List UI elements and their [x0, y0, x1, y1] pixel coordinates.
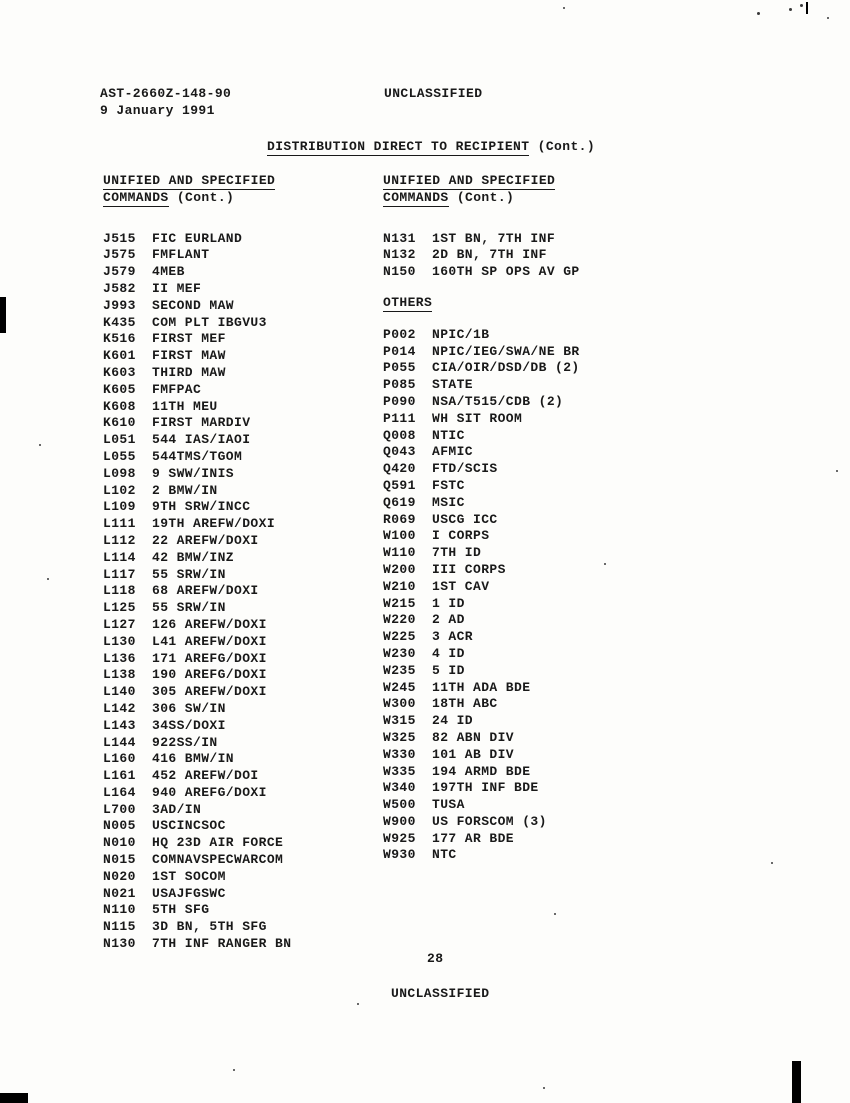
- page-title-main: DISTRIBUTION DIRECT TO RECIPIENT: [267, 139, 530, 154]
- distribution-entry: [103, 281, 383, 298]
- entry-name: USCG ICC: [432, 511, 498, 527]
- distribution-entry: [103, 667, 383, 684]
- distribution-entry: [103, 247, 383, 264]
- entry-code: L130: [103, 633, 136, 649]
- entry-name: 305 AREFW/DOXI: [152, 684, 267, 700]
- entry-name: USAJFGSWC: [152, 885, 226, 901]
- entry-code: J993: [103, 297, 136, 313]
- entry-code: K603: [103, 364, 136, 380]
- left-entry-list: [103, 231, 383, 953]
- entry-code: L700: [103, 801, 136, 817]
- entry-name: 4MEB: [152, 264, 185, 280]
- classification-header: UNCLASSIFIED: [384, 86, 483, 101]
- distribution-entry: [103, 751, 383, 768]
- distribution-entry: [103, 499, 383, 516]
- entry-name: SECOND MAW: [152, 297, 235, 313]
- scan-speck: [836, 470, 838, 472]
- distribution-entry: [103, 651, 383, 668]
- entry-code: L140: [103, 684, 136, 700]
- distribution-entry: [383, 612, 683, 629]
- scan-speck: [233, 1069, 235, 1071]
- entry-name: 126 AREFW/DOXI: [152, 616, 267, 632]
- distribution-entry: [103, 802, 383, 819]
- distribution-entry: [103, 886, 383, 903]
- entry-name: AFMIC: [432, 444, 474, 460]
- entry-code: Q591: [383, 477, 416, 493]
- entry-code: P055: [383, 360, 416, 376]
- distribution-entry: [103, 432, 383, 449]
- scan-mark-top-right: [806, 2, 808, 14]
- distribution-entry: [103, 583, 383, 600]
- entry-name: III CORPS: [432, 561, 506, 577]
- scan-speck: [554, 913, 556, 915]
- entry-code: W300: [383, 696, 416, 712]
- distribution-entry: [383, 528, 683, 545]
- entry-code: W325: [383, 729, 416, 745]
- distribution-entry: [103, 483, 383, 500]
- distribution-entry: [103, 399, 383, 416]
- scan-speck: [800, 4, 803, 7]
- entry-name: 1ST BN, 7TH INF: [432, 230, 556, 246]
- entry-name: US FORSCOM (3): [432, 813, 547, 829]
- distribution-entry: [103, 264, 383, 281]
- scan-speck: [543, 1087, 545, 1089]
- entry-code: W925: [383, 830, 416, 846]
- entry-name: I CORPS: [432, 528, 490, 544]
- entry-code: W315: [383, 713, 416, 729]
- entry-code: J575: [103, 247, 136, 263]
- entry-name: FSTC: [432, 477, 465, 493]
- distribution-entry: [383, 327, 683, 344]
- entry-code: P002: [383, 326, 416, 342]
- entry-code: P090: [383, 393, 416, 409]
- distribution-entry: [103, 869, 383, 886]
- distribution-entry: [103, 701, 383, 718]
- document-date: 9 January 1991: [100, 102, 215, 118]
- entry-code: W220: [383, 612, 416, 628]
- distribution-entry: [383, 545, 683, 562]
- distribution-entry: [383, 713, 683, 730]
- entry-code: L125: [103, 600, 136, 616]
- distribution-entry: [103, 852, 383, 869]
- entry-code: N005: [103, 818, 136, 834]
- entry-name: 9 SWW/INIS: [152, 465, 235, 481]
- right-heading-cont: (Cont.): [448, 189, 515, 205]
- entry-name: WH SIT ROOM: [432, 410, 523, 426]
- entry-code: K608: [103, 398, 136, 414]
- entry-name: 544 IAS/IAOI: [152, 432, 251, 448]
- entry-code: L117: [103, 566, 136, 582]
- left-heading-line1: UNIFIED AND SPECIFIED: [103, 173, 276, 188]
- distribution-entry: [383, 780, 683, 797]
- scan-speck: [563, 7, 565, 9]
- entry-name: 190 AREFG/DOXI: [152, 667, 267, 683]
- entry-code: N115: [103, 919, 136, 935]
- entry-code: P085: [383, 377, 416, 393]
- left-heading-commands: COMMANDS: [103, 189, 169, 205]
- entry-name: 55 SRW/IN: [152, 600, 226, 616]
- entry-name: 3 ACR: [432, 629, 474, 645]
- entry-code: L143: [103, 717, 136, 733]
- entry-name: 940 AREFG/DOXI: [152, 784, 267, 800]
- entry-code: W110: [383, 545, 416, 561]
- entry-name: 1ST CAV: [432, 578, 490, 594]
- distribution-entry: [103, 785, 383, 802]
- entry-name: 22 AREFW/DOXI: [152, 532, 259, 548]
- document-id: AST-2660Z-148-90: [100, 86, 232, 101]
- page-title: [267, 139, 595, 154]
- entry-code: Q043: [383, 444, 416, 460]
- entry-code: L160: [103, 751, 136, 767]
- distribution-entry: [103, 382, 383, 399]
- entry-code: W210: [383, 578, 416, 594]
- entry-code: L136: [103, 650, 136, 666]
- entry-name: FIC EURLAND: [152, 230, 243, 246]
- entry-code: N131: [383, 230, 416, 246]
- scan-speck: [771, 862, 773, 864]
- entry-name: 452 AREFW/DOI: [152, 768, 259, 784]
- distribution-entry: [383, 231, 683, 248]
- entry-name: FMFPAC: [152, 381, 202, 397]
- distribution-entry: [103, 415, 383, 432]
- distribution-entry: [103, 567, 383, 584]
- left-column-heading: [103, 173, 383, 207]
- entry-code: K516: [103, 331, 136, 347]
- entry-name: 306 SW/IN: [152, 700, 226, 716]
- entry-name: THIRD MAW: [152, 364, 226, 380]
- document-header: [100, 86, 231, 120]
- distribution-entry: [383, 360, 683, 377]
- distribution-entry: [103, 516, 383, 533]
- entry-code: N150: [383, 264, 416, 280]
- entry-name: CIA/OIR/DSD/DB (2): [432, 360, 580, 376]
- entry-name: 416 BMW/IN: [152, 751, 235, 767]
- distribution-entry: [103, 634, 383, 651]
- distribution-entry: [383, 562, 683, 579]
- distribution-entry: [383, 696, 683, 713]
- distribution-entry: [103, 449, 383, 466]
- entry-code: Q420: [383, 461, 416, 477]
- entry-code: W225: [383, 629, 416, 645]
- entry-name: TUSA: [432, 797, 465, 813]
- entry-code: Q008: [383, 427, 416, 443]
- entry-name: 197TH INF BDE: [432, 780, 539, 796]
- distribution-entry: [103, 835, 383, 852]
- entry-name: 2 AD: [432, 612, 465, 628]
- entry-code: L161: [103, 768, 136, 784]
- left-column: [103, 173, 383, 953]
- distribution-entry: [383, 264, 683, 281]
- entry-code: P111: [383, 410, 416, 426]
- entry-name: FMFLANT: [152, 247, 210, 263]
- distribution-entry: [103, 718, 383, 735]
- right-heading-commands: COMMANDS: [383, 189, 449, 205]
- entry-code: N015: [103, 852, 136, 868]
- entry-name: 68 AREFW/DOXI: [152, 583, 259, 599]
- entry-code: W330: [383, 746, 416, 762]
- distribution-entry: [103, 818, 383, 835]
- distribution-entry: [103, 533, 383, 550]
- distribution-entry: [103, 550, 383, 567]
- entry-code: K435: [103, 314, 136, 330]
- entry-name: FTD/SCIS: [432, 461, 498, 477]
- distribution-entry: [383, 495, 683, 512]
- entry-name: 9TH SRW/INCC: [152, 499, 251, 515]
- entry-name: 4 ID: [432, 645, 465, 661]
- entry-code: W930: [383, 847, 416, 863]
- entry-name: 19TH AREFW/DOXI: [152, 516, 276, 532]
- entry-name: 5 ID: [432, 662, 465, 678]
- right-column-heading: [383, 173, 683, 207]
- entry-code: J582: [103, 280, 136, 296]
- distribution-entry: [103, 231, 383, 248]
- entry-name: COMNAVSPECWARCOM: [152, 852, 284, 868]
- distribution-entry: [383, 847, 683, 864]
- entry-code: L118: [103, 583, 136, 599]
- entry-name: 1 ID: [432, 595, 465, 611]
- entry-name: COM PLT IBGVU3: [152, 314, 267, 330]
- entry-code: N132: [383, 247, 416, 263]
- entry-name: HQ 23D AIR FORCE: [152, 835, 284, 851]
- entry-code: W245: [383, 679, 416, 695]
- entry-code: L112: [103, 532, 136, 548]
- entry-name: 171 AREFG/DOXI: [152, 650, 267, 666]
- distribution-entry: [383, 428, 683, 445]
- entry-name: 34SS/DOXI: [152, 717, 226, 733]
- entry-name: 11TH MEU: [152, 398, 218, 414]
- distribution-entry: [383, 680, 683, 697]
- entry-name: NSA/T515/CDB (2): [432, 393, 564, 409]
- others-heading: OTHERS: [383, 294, 433, 310]
- distribution-entry: [383, 797, 683, 814]
- distribution-entry: [383, 478, 683, 495]
- entry-code: N010: [103, 835, 136, 851]
- entry-name: NPIC/IEG/SWA/NE BR: [432, 343, 580, 359]
- entry-name: II MEF: [152, 280, 202, 296]
- entry-name: 11TH ADA BDE: [432, 679, 531, 695]
- distribution-entry: [383, 444, 683, 461]
- scan-mark-left-edge: [0, 297, 6, 333]
- distribution-entry: [383, 344, 683, 361]
- entry-name: 18TH ABC: [432, 696, 498, 712]
- entry-code: W900: [383, 813, 416, 829]
- entry-code: N020: [103, 868, 136, 884]
- distribution-entry: [383, 747, 683, 764]
- entry-name: NPIC/1B: [432, 326, 490, 342]
- entry-code: W335: [383, 763, 416, 779]
- distribution-entry: [103, 919, 383, 936]
- entry-name: 2 BMW/IN: [152, 482, 218, 498]
- entry-name: USCINCSOC: [152, 818, 226, 834]
- entry-code: L164: [103, 784, 136, 800]
- entry-name: 2D BN, 7TH INF: [432, 247, 547, 263]
- distribution-entry: [103, 735, 383, 752]
- entry-name: 55 SRW/IN: [152, 566, 226, 582]
- distribution-entry: [103, 365, 383, 382]
- entry-name: 922SS/IN: [152, 734, 218, 750]
- scan-speck: [47, 578, 49, 580]
- entry-code: W340: [383, 780, 416, 796]
- distribution-entry: [103, 466, 383, 483]
- entry-name: 160TH SP OPS AV GP: [432, 264, 580, 280]
- entry-code: L138: [103, 667, 136, 683]
- right-heading-line1: UNIFIED AND SPECIFIED: [383, 173, 556, 188]
- distribution-entry: [383, 663, 683, 680]
- entry-code: L114: [103, 549, 136, 565]
- distribution-entry: [383, 814, 683, 831]
- entry-code: N130: [103, 936, 136, 952]
- distribution-entry: [103, 902, 383, 919]
- distribution-entry: [103, 768, 383, 785]
- entry-name: 194 ARMD BDE: [432, 763, 531, 779]
- entry-code: L102: [103, 482, 136, 498]
- entry-code: R069: [383, 511, 416, 527]
- entry-name: 177 AR BDE: [432, 830, 515, 846]
- scan-mark-bottom-right: [792, 1061, 801, 1103]
- distribution-entry: [383, 646, 683, 663]
- distribution-entry: [103, 315, 383, 332]
- entry-name: L41 AREFW/DOXI: [152, 633, 267, 649]
- scan-mark-bottom-left: [0, 1093, 28, 1103]
- entry-code: Q619: [383, 494, 416, 510]
- entry-name: NTIC: [432, 427, 465, 443]
- entry-code: K601: [103, 348, 136, 364]
- entry-code: W215: [383, 595, 416, 611]
- entry-code: J515: [103, 230, 136, 246]
- distribution-entry: [383, 461, 683, 478]
- entry-code: W500: [383, 797, 416, 813]
- entry-name: 42 BMW/INZ: [152, 549, 235, 565]
- page-title-suffix: (Cont.): [529, 139, 596, 154]
- entry-name: 5TH SFG: [152, 902, 210, 918]
- scan-speck: [39, 444, 41, 446]
- others-entry-list: [383, 327, 683, 865]
- entry-name: STATE: [432, 377, 474, 393]
- scan-speck: [757, 12, 760, 15]
- scan-speck: [827, 17, 829, 19]
- entry-code: L098: [103, 465, 136, 481]
- entry-code: K605: [103, 381, 136, 397]
- entry-code: L109: [103, 499, 136, 515]
- distribution-entry: [383, 512, 683, 529]
- entry-name: 3AD/IN: [152, 801, 202, 817]
- distribution-entry: [383, 411, 683, 428]
- distribution-entry: [383, 377, 683, 394]
- scan-speck: [789, 8, 792, 11]
- right-unified-entry-list: [383, 231, 683, 281]
- entry-code: N110: [103, 902, 136, 918]
- entry-code: W200: [383, 561, 416, 577]
- distribution-entry: [383, 831, 683, 848]
- entry-name: 544TMS/TGOM: [152, 448, 243, 464]
- entry-name: 24 ID: [432, 713, 474, 729]
- entry-code: L051: [103, 432, 136, 448]
- distribution-entry: [383, 596, 683, 613]
- entry-name: MSIC: [432, 494, 465, 510]
- distribution-entry: [383, 764, 683, 781]
- entry-name: 101 AB DIV: [432, 746, 515, 762]
- right-column: [383, 173, 683, 864]
- distribution-entry: [383, 579, 683, 596]
- distribution-entry: [383, 247, 683, 264]
- left-heading-cont: (Cont.): [168, 189, 235, 205]
- entry-name: FIRST MEF: [152, 331, 226, 347]
- entry-name: 1ST SOCOM: [152, 868, 226, 884]
- entry-name: FIRST MAW: [152, 348, 226, 364]
- scan-speck: [357, 1003, 359, 1005]
- entry-code: P014: [383, 343, 416, 359]
- classification-footer: UNCLASSIFIED: [391, 986, 490, 1001]
- entry-code: W235: [383, 662, 416, 678]
- distribution-entry: [103, 331, 383, 348]
- entry-code: L055: [103, 448, 136, 464]
- entry-name: 3D BN, 5TH SFG: [152, 919, 267, 935]
- entry-code: N021: [103, 885, 136, 901]
- entry-code: L142: [103, 700, 136, 716]
- entry-code: J579: [103, 264, 136, 280]
- entry-name: 7TH ID: [432, 545, 482, 561]
- distribution-entry: [103, 600, 383, 617]
- page-number: 28: [427, 951, 444, 966]
- distribution-entry: [103, 936, 383, 953]
- distribution-entry: [103, 684, 383, 701]
- entry-code: W100: [383, 528, 416, 544]
- entry-code: W230: [383, 645, 416, 661]
- entry-name: NTC: [432, 847, 457, 863]
- distribution-entry: [103, 617, 383, 634]
- distribution-entry: [383, 730, 683, 747]
- distribution-entry: [383, 394, 683, 411]
- entry-code: L127: [103, 616, 136, 632]
- entry-code: L111: [103, 516, 136, 532]
- distribution-entry: [103, 298, 383, 315]
- entry-name: FIRST MARDIV: [152, 415, 251, 431]
- entry-name: 82 ABN DIV: [432, 729, 515, 745]
- distribution-entry: [103, 348, 383, 365]
- entry-code: K610: [103, 415, 136, 431]
- entry-code: L144: [103, 734, 136, 750]
- entry-name: 7TH INF RANGER BN: [152, 936, 292, 952]
- distribution-entry: [383, 629, 683, 646]
